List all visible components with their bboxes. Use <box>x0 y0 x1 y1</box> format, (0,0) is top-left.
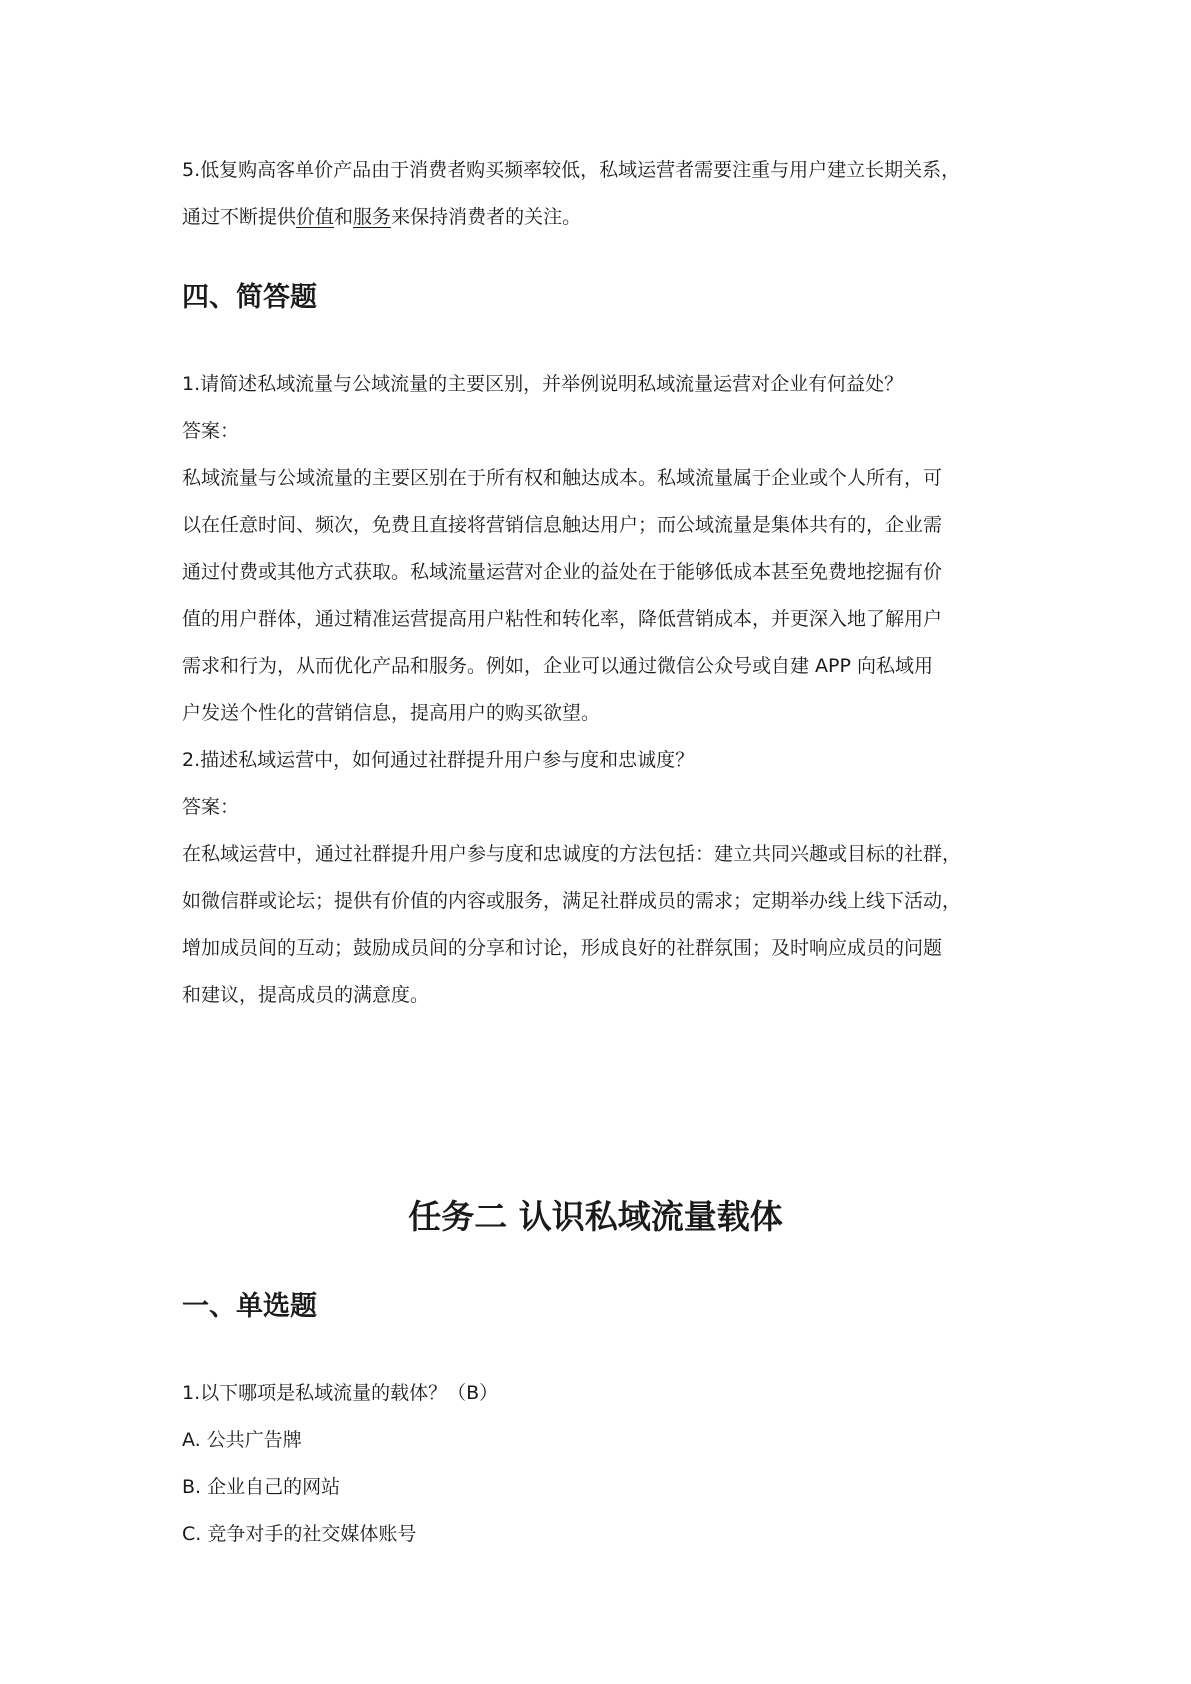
answer-2-line: 和建议，提高成员的满意度。 <box>182 984 430 1006</box>
q5-text-c: 来保持消费者的关注。 <box>391 206 582 228</box>
short-answer-question-2: 2.描述私域运营中，如何通过社群提升用户参与度和忠诚度？ <box>182 749 695 771</box>
answer-2-line: 如微信群或论坛；提供有价值的内容或服务，满足社群成员的需求；定期举办线上线下活动， <box>182 890 962 912</box>
answer-1-line: 私域流量与公域流量的主要区别在于所有权和触达成本。私域流量属于企业或个人所有，可 <box>182 467 943 489</box>
answer-1-line: 以在任意时间、频次，免费且直接将营销信息触达用户；而公域流量是集体共有的，企业需 <box>182 514 943 536</box>
answer-2-line: 增加成员间的互动；鼓励成员间的分享和讨论，形成良好的社群氛围；及时响应成员的问题 <box>182 937 943 959</box>
fill-blank-question-5-line-1: 5.低复购高客单价产品由于消费者购买频率较低，私域运营者需要注重与用户建立长期关系， <box>182 159 961 181</box>
section-heading-single-choice: 一、单选题 <box>182 1291 317 1322</box>
answer-2-line: 在私域运营中，通过社群提升用户参与度和忠诚度的方法包括：建立共同兴趣或目标的社群， <box>182 843 962 865</box>
q5-blank-answer-1: 价值 <box>296 206 335 228</box>
answer-label-1: 答案： <box>182 420 240 442</box>
task-title: 任务二 认识私域流量载体 <box>408 1197 783 1236</box>
answer-1-line: 值的用户群体，通过精准运营提高用户粘性和转化率，降低营销成本，并更深入地了解用户 <box>182 608 943 630</box>
answer-1-line: 需求和行为，从而优化产品和服务。例如，企业可以通过微信公众号或自建 APP 向私域用 <box>182 655 933 677</box>
answer-1-line: 通过付费或其他方式获取。私域流量运营对企业的益处在于能够低成本甚至免费地挖掘有价 <box>182 561 943 583</box>
q5-text-b: 和 <box>334 206 354 228</box>
option-c: C. 竞争对手的社交媒体账号 <box>182 1523 417 1545</box>
option-b: B. 企业自己的网站 <box>182 1476 341 1498</box>
q5-text-a: 通过不断提供 <box>182 206 297 228</box>
fill-blank-question-5-line-2 <box>182 204 581 230</box>
short-answer-question-1: 1.请简述私域流量与公域流量的主要区别，并举例说明私域流量运营对企业有何益处？ <box>182 373 904 395</box>
answer-label-2: 答案： <box>182 796 240 818</box>
q5-blank-answer-2: 服务 <box>353 206 392 228</box>
single-choice-question-1: 1.以下哪项是私域流量的载体？（B） <box>182 1382 499 1404</box>
section-heading-short-answer: 四、简答题 <box>182 282 317 313</box>
answer-1-line: 户发送个性化的营销信息，提高用户的购买欲望。 <box>182 702 601 724</box>
option-a: A. 公共广告牌 <box>182 1429 302 1451</box>
